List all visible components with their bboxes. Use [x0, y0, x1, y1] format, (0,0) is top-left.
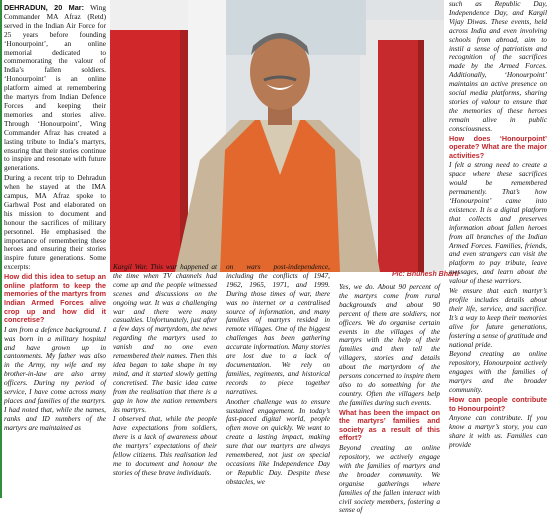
- answer-paragraph: We ensure that each martyr’s profile includes details about their life, service, and sacrifice. It’s a way to keep their memories alive for future generations, fostering a sense of gratitude and national pride.: [449, 286, 547, 349]
- article-column-5: [449, 0, 547, 498]
- interviewee-photo: [110, 0, 444, 272]
- answer-paragraph: on wars post-independence, including the conflicts of 1947, 1962, 1965, 1971, and 1999. During those times of war, there was no internet or a centralised source of information, and many families of martyrs resided in remote villages. One of the biggest challenges has been gathering accurate information. Many stories are lost due to a lack of documentation. We rely on families, regiments, and historical records to piece together narratives.: [226, 262, 330, 396]
- answer-paragraph: Beyond creating an online repository, we actively engage with the families of martyrs and the broader community. We organise gatherings where families of the fallen interact with civil society members, fostering a sense of: [339, 443, 440, 515]
- answer-paragraph: Anyone can contribute. If you know a martyr’s story, you can share it with us. Families can provide: [449, 413, 547, 449]
- question-heading: What has been the impact on the martyrs’ families and society as a result of this effort?: [339, 407, 440, 443]
- answer-paragraph: Kargil War. This war happened at the time when TV channels had come up and the people witnessed scenes and discussions on the ongoing war. It was a challenging war and there were many casualties. Unfortunately, just after a few days of martyrdom, the news regarding the martyrs used to vanish and no one even remembered their names. Then this idea began to take shape in my mind, and it started slowly getting concretised. The basic idea came from the realisation that there is a gap in how the nation remembers its martyrs.: [113, 262, 217, 414]
- answer-paragraph: Beyond creating an online repository, Honourpoint actively engages with the families of martyrs and the broader community.: [449, 349, 547, 395]
- answer-paragraph: I am from a defence background. I was born in a military hospital and have grown up in cantonments. My father was also in the Army, my wife and my brother-in-law are also army officers. During my period of service, I have come across many places and families of the martyrs. I had noted that, while the names, ranks and ID numbers of the martyrs are maintained as: [4, 324, 106, 432]
- article-column-4: [339, 282, 440, 515]
- answer-paragraph: such as Republic Day, Independence Day, and Kargil Vijay Diwas. These events, held across India and even involving schools from abroad, aim to instil a sense of patriotism and recognition of the sacrifices made by the Armed Forces. Additionally, ‘Honourpoint’ maintains an active presence on social media platforms, sharing stories of valour to ensure that the memories of these heroes remain alive in public consciousness.: [449, 0, 547, 133]
- paragraph: During a recent trip to Dehradun when he stayed at the IMA campus, MA Afraz spoke to Garhwal Post and elaborated on his mission to document and honour the sacrifices of military personnel. He emphasised the importance of remembering these heroes and ensuring their stories inspire future generations. Some excerpts:: [4, 173, 106, 272]
- body-text: Wing Commander MA Afraz (Retd) served in the Indian Air Force for 25 years before founding ‘Honourpoint’, an online memorial dedicated to commemorating the valour of India’s fallen soldiers. ‘Honourpoint’ is an online platform aimed at remembering the martyrs from Indian Defence Forces and keeping their memories and stories alive. Through ‘Honourpoint’, Wing Commander Afraz has created a lasting tribute to India’s martyrs, ensuring that their stories continue to inspire and resonate with future generations.: [4, 3, 106, 173]
- answer-paragraph: I observed that, while the people have expectations from soldiers, there is a lack of awareness about the martyrs’ expectations of their fellow citizens. This realisation led me to document and honour the stories of these brave individuals.: [113, 414, 217, 477]
- question-heading: How does ‘Honourpoint’ operate? What are the major activities?: [449, 133, 547, 160]
- question-heading: How did this idea to setup an online platform to keep the memories of the martyrs from Indian Armed Forces alive crop up and how did it concretise?: [4, 272, 106, 325]
- article-column-2: [113, 263, 217, 498]
- article-column-3: [226, 263, 330, 498]
- answer-paragraph: Another challenge was to ensure sustained engagement. In today’s fast-paced digital world, people often move on quickly. We want to create a lasting impact, making sure that our martyrs are always remembered, not just on special occasions like Independence Day or Republic Day. Despite these obstacles, we: [226, 396, 330, 486]
- answer-paragraph: I felt a strong need to create a space where these sacrifices would be remembered permanently. That’s how ‘Honourpoint’ came into existence. It is a digital platform that collects and preserves information about fallen heroes from all branches of the Indian Armed Forces. Families, friends, and even strangers can visit the platform to pay tribute, leave messages, and learn about the valour of these warriors.: [449, 160, 547, 286]
- accent-bar: [0, 0, 2, 498]
- photo-credit: Pic: Bhunesh Bharti: [392, 271, 459, 278]
- question-heading: How can people contribute to Honourpoint?: [449, 394, 547, 413]
- article-column-1: [4, 4, 106, 496]
- answer-paragraph: Yes, we do. About 90 percent of the martyrs come from rural backgrounds and about 90 percent of them are soldiers, not officers. We do organise certain events in the villages of the martyrs with the help of their families and then tell the villagers, stories and details about the martyrdom of the persons concerned to inspire them also to do something for the country. Often the villagers help the families during such events.: [339, 282, 440, 407]
- dateline: DEHRADUN, 20 Mar:: [4, 3, 85, 12]
- paragraph: [4, 4, 106, 173]
